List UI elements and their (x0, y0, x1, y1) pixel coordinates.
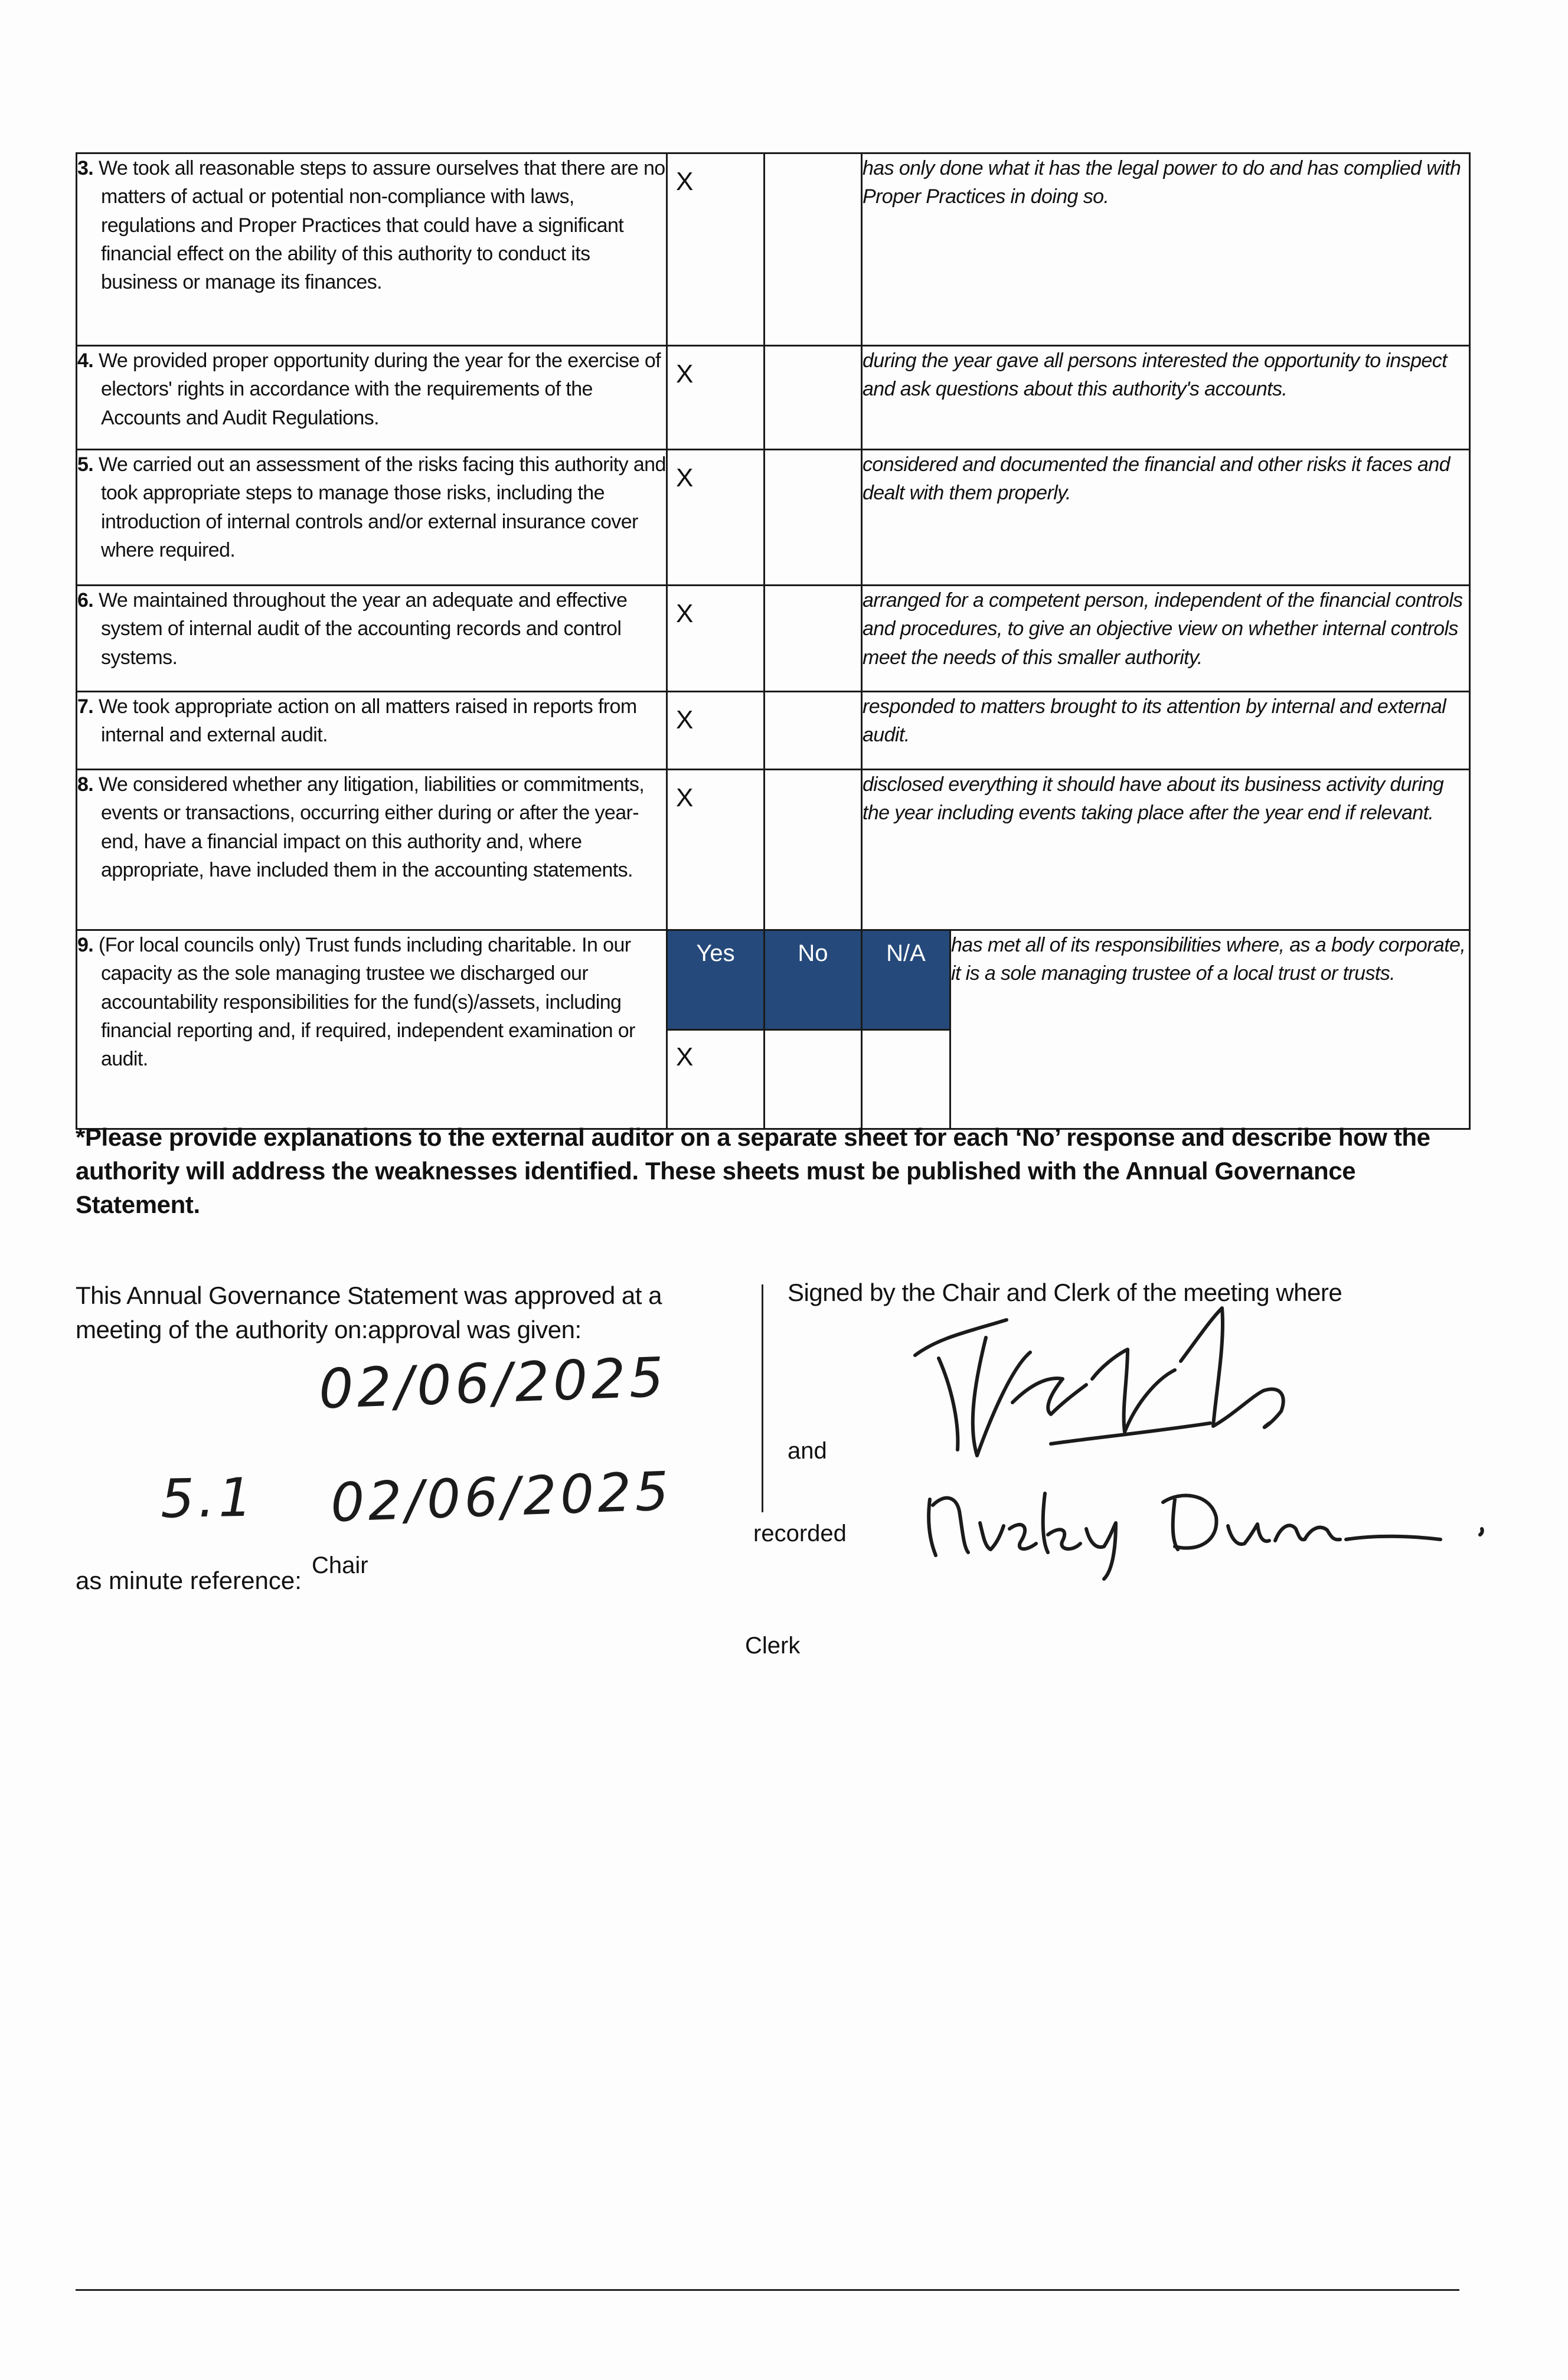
no-header: No (765, 930, 862, 1030)
statement-row-5 (77, 450, 1470, 586)
yes-mark[interactable]: X (667, 450, 765, 586)
yes-mark[interactable]: X (667, 153, 765, 346)
statement-row-8 (77, 770, 1470, 930)
statement-number: 7. (77, 695, 94, 718)
statement-number: 6. (77, 589, 94, 612)
statement-number: 5. (77, 453, 94, 476)
handwritten-minute-reference: 5.1 (160, 1466, 257, 1531)
no-mark-cell[interactable] (765, 770, 862, 930)
chair-label: Chair (312, 1552, 368, 1578)
statement-body: (For local councils only) Trust funds including charitable. In our capacity as the sole managing trustee we discharged our accountability responsibilities for the fund(s)/assets, including financial reporting and, if required, independent examination or audit. (99, 934, 635, 1071)
statement-body: We carried out an assessment of the risks facing this authority and took appropriate steps to manage those risks, including the introduction of internal controls and/or external insurance cover where required. (99, 453, 666, 561)
statement-description: responded to matters brought to its attention by internal and external audit. (862, 692, 1470, 770)
statement-text (77, 770, 667, 930)
footnote: *Please provide explanations to the external auditor on a separate sheet for each ‘No’ response and describe how the authority will address the weaknesses identified. These sheets must be published with the Annual Governance Statement. (76, 1123, 1430, 1219)
statement-row-6 (77, 586, 1470, 692)
statement-body: We considered whether any litigation, liabilities or commitments, events or transactions, occurring either during or after the year-end, have a financial impact on this authority and, where appropriate, have included them in the accounting statements. (99, 773, 645, 881)
statement-description: during the year gave all persons interested the opportunity to inspect and ask questions about this authority's accounts. (862, 346, 1470, 450)
clerk-label: Clerk (745, 1633, 801, 1659)
statement-body: We provided proper opportunity during the year for the exercise of electors' rights in accordance with the requirements of the Accounts and Audit Regulations. (99, 349, 661, 429)
statement-text (77, 930, 667, 1129)
na-header: N/A (862, 930, 950, 1030)
no-mark-cell[interactable] (765, 450, 862, 586)
no-mark-cell[interactable] (765, 586, 862, 692)
statement-description: has met all of its responsibilities where, as a body corporate, it is a sole managing trustee of a local trust or trusts. (950, 930, 1470, 1129)
statement-text (77, 586, 667, 692)
statement-text (77, 692, 667, 770)
yes-mark[interactable]: X (667, 586, 765, 692)
footer-rule (76, 2289, 1459, 2291)
no-mark-cell[interactable] (765, 346, 862, 450)
statement-row-4 (77, 346, 1470, 450)
statement-text (77, 450, 667, 586)
yes-mark[interactable]: X (667, 770, 765, 930)
statement-number: 9. (77, 934, 94, 956)
no-mark-cell[interactable] (765, 692, 862, 770)
yes-header: Yes (667, 930, 765, 1030)
governance-statement-table (76, 152, 1471, 1130)
signed-text: Signed by the Chair and Clerk of the meeting where (788, 1279, 1342, 1306)
statement-number: 8. (77, 773, 94, 796)
minute-reference-label: as minute reference: (76, 1567, 302, 1594)
yes-mark[interactable]: X (667, 1030, 765, 1129)
statement-number: 3. (77, 157, 94, 179)
statement-number: 4. (77, 349, 94, 372)
statement-row-3 (77, 153, 1470, 346)
statement-text (77, 346, 667, 450)
handwritten-approval-date: 02/06/2025 (318, 1345, 668, 1421)
clerk-signature (921, 1470, 1500, 1588)
chair-signature (903, 1296, 1328, 1491)
and-label: and (788, 1438, 827, 1464)
yes-mark[interactable]: X (667, 346, 765, 450)
statement-body: We maintained throughout the year an adequate and effective system of internal audit of the accounting records and control systems. (99, 589, 628, 669)
approved-text: This Annual Governance Statement was approved at a meeting of the authority on:approval was given: (76, 1281, 662, 1343)
no-mark-cell[interactable] (765, 153, 862, 346)
statement-description: has only done what it has the legal power to do and has complied with Proper Practices in doing so. (862, 153, 1470, 346)
handwritten-minute-date: 02/06/2025 (329, 1460, 674, 1535)
statement-row-7 (77, 692, 1470, 770)
statement-description: disclosed everything it should have about its business activity during the year including events taking place after the year end if relevant. (862, 770, 1470, 930)
statement-description: considered and documented the financial and other risks it faces and dealt with them properly. (862, 450, 1470, 586)
divider (762, 1284, 763, 1512)
statement-text (77, 153, 667, 346)
na-mark-cell[interactable] (862, 1030, 950, 1129)
recorded-label: recorded (753, 1521, 847, 1547)
statement-description: arranged for a competent person, independent of the financial controls and procedures, to give an objective view on whether internal controls meet the needs of this smaller authority. (862, 586, 1470, 692)
yes-mark[interactable]: X (667, 692, 765, 770)
statement-body: We took appropriate action on all matters raised in reports from internal and external audit. (99, 695, 637, 747)
statement-row-9 (77, 930, 1470, 1030)
no-mark-cell[interactable] (765, 1030, 862, 1129)
statement-body: We took all reasonable steps to assure ourselves that there are no matters of actual or potential non-compliance with laws, regulations and Proper Practices that could have a significant financial effect on the ability of this authority to conduct its business or manage its finances. (99, 157, 665, 294)
